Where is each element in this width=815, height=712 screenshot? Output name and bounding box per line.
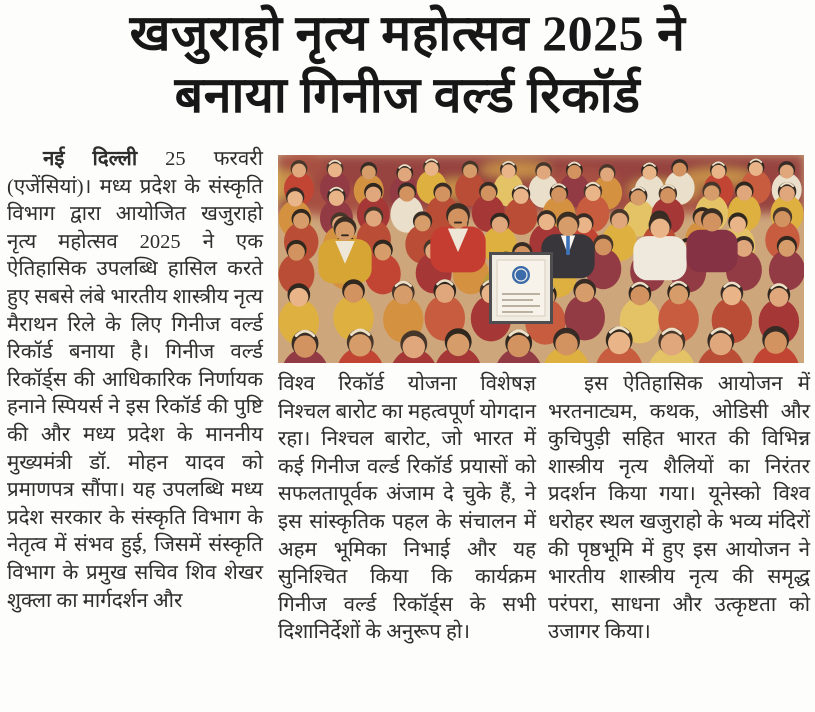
column-right — [548, 371, 810, 647]
group-photo — [278, 155, 804, 363]
article-paragraph-middle — [278, 371, 536, 647]
body-text-right: इस ऐतिहासिक आयोजन में भरतनाट्यम, कथक, ओडिसी और कुचिपुड़ी सहित भारत की विभिन्न शास्त्रीय नृत्य शैलियों का निरंतर प्रदर्शन किया गया। यूनेस्को विश्व धरोहर स्थल खजुराहो के भव्य मंदिरों की पृष्ठभूमि में हुए इस आयोजन ने भारतीय शास्त्रीय नृत्य की समृद्ध परंपरा, साधना और उत्कृष्टता को उजागर किया। — [548, 373, 810, 644]
headline-line2: बनाया गिनीज वर्ल्ड रिकॉर्ड — [174, 67, 641, 123]
article-paragraph-left — [7, 146, 263, 615]
group-photo-illustration — [278, 155, 804, 363]
body-text-left: मध्य प्रदेश के संस्कृति विभाग द्वारा आयोजित खजुराहो नृत्य महोत्सव 2025 ने एक ऐतिहासिक उपलब्धि हासिल करते हुए सबसे लंबे भारतीय शास्त्रीय नृत्य मैराथन रिले के लिए गिनीज वर्ल्ड रिकॉर्ड बनाया है। गिनीज वर्ल्ड रिकॉर्ड्स की आधिकारिक निर्णायक हनाने स्पियर्स ने इस रिकॉर्ड की पुष्टि की और मध्य प्रदेश के माननीय मुख्यमंत्री डॉ. मोहन यादव को प्रमाणपत्र सौंपा। यह उपलब्धि मध्य प्रदेश सरकार के संस्कृति विभाग के नेतृत्व में संभव हुई, जिसमें संस्कृति विभाग के प्रमुख सचिव शिव शेखर शुक्ला का मार्गदर्शन और — [7, 175, 263, 612]
headline — [0, 2, 815, 126]
body-text-middle: विश्व रिकॉर्ड योजना विशेषज्ञ निश्चल बारोट का महत्वपूर्ण योगदान रहा। निश्चल बारोट, जो भारत में कई गिनीज वर्ल्ड रिकॉर्ड प्रयासों को सफलतापूर्वक अंजाम दे चुके हैं, ने इस सांस्कृतिक पहल के संचालन में अहम भूमिका निभाई और यह सुनिश्चित किया कि कार्यक्रम गिनीज वर्ल्ड रिकॉर्ड्स के सभी दिशानिर्देशों के अनुरूप हो। — [278, 373, 536, 644]
dateline: नई दिल्ली — [43, 148, 138, 170]
headline-line1: खजुराहो नृत्य महोत्सव 2025 ने — [129, 5, 686, 61]
article-paragraph-right — [548, 371, 810, 647]
column-middle — [278, 371, 536, 647]
dateline-rest: 25 फरवरी (एजेंसियां)। — [7, 148, 263, 198]
column-left — [7, 146, 263, 615]
